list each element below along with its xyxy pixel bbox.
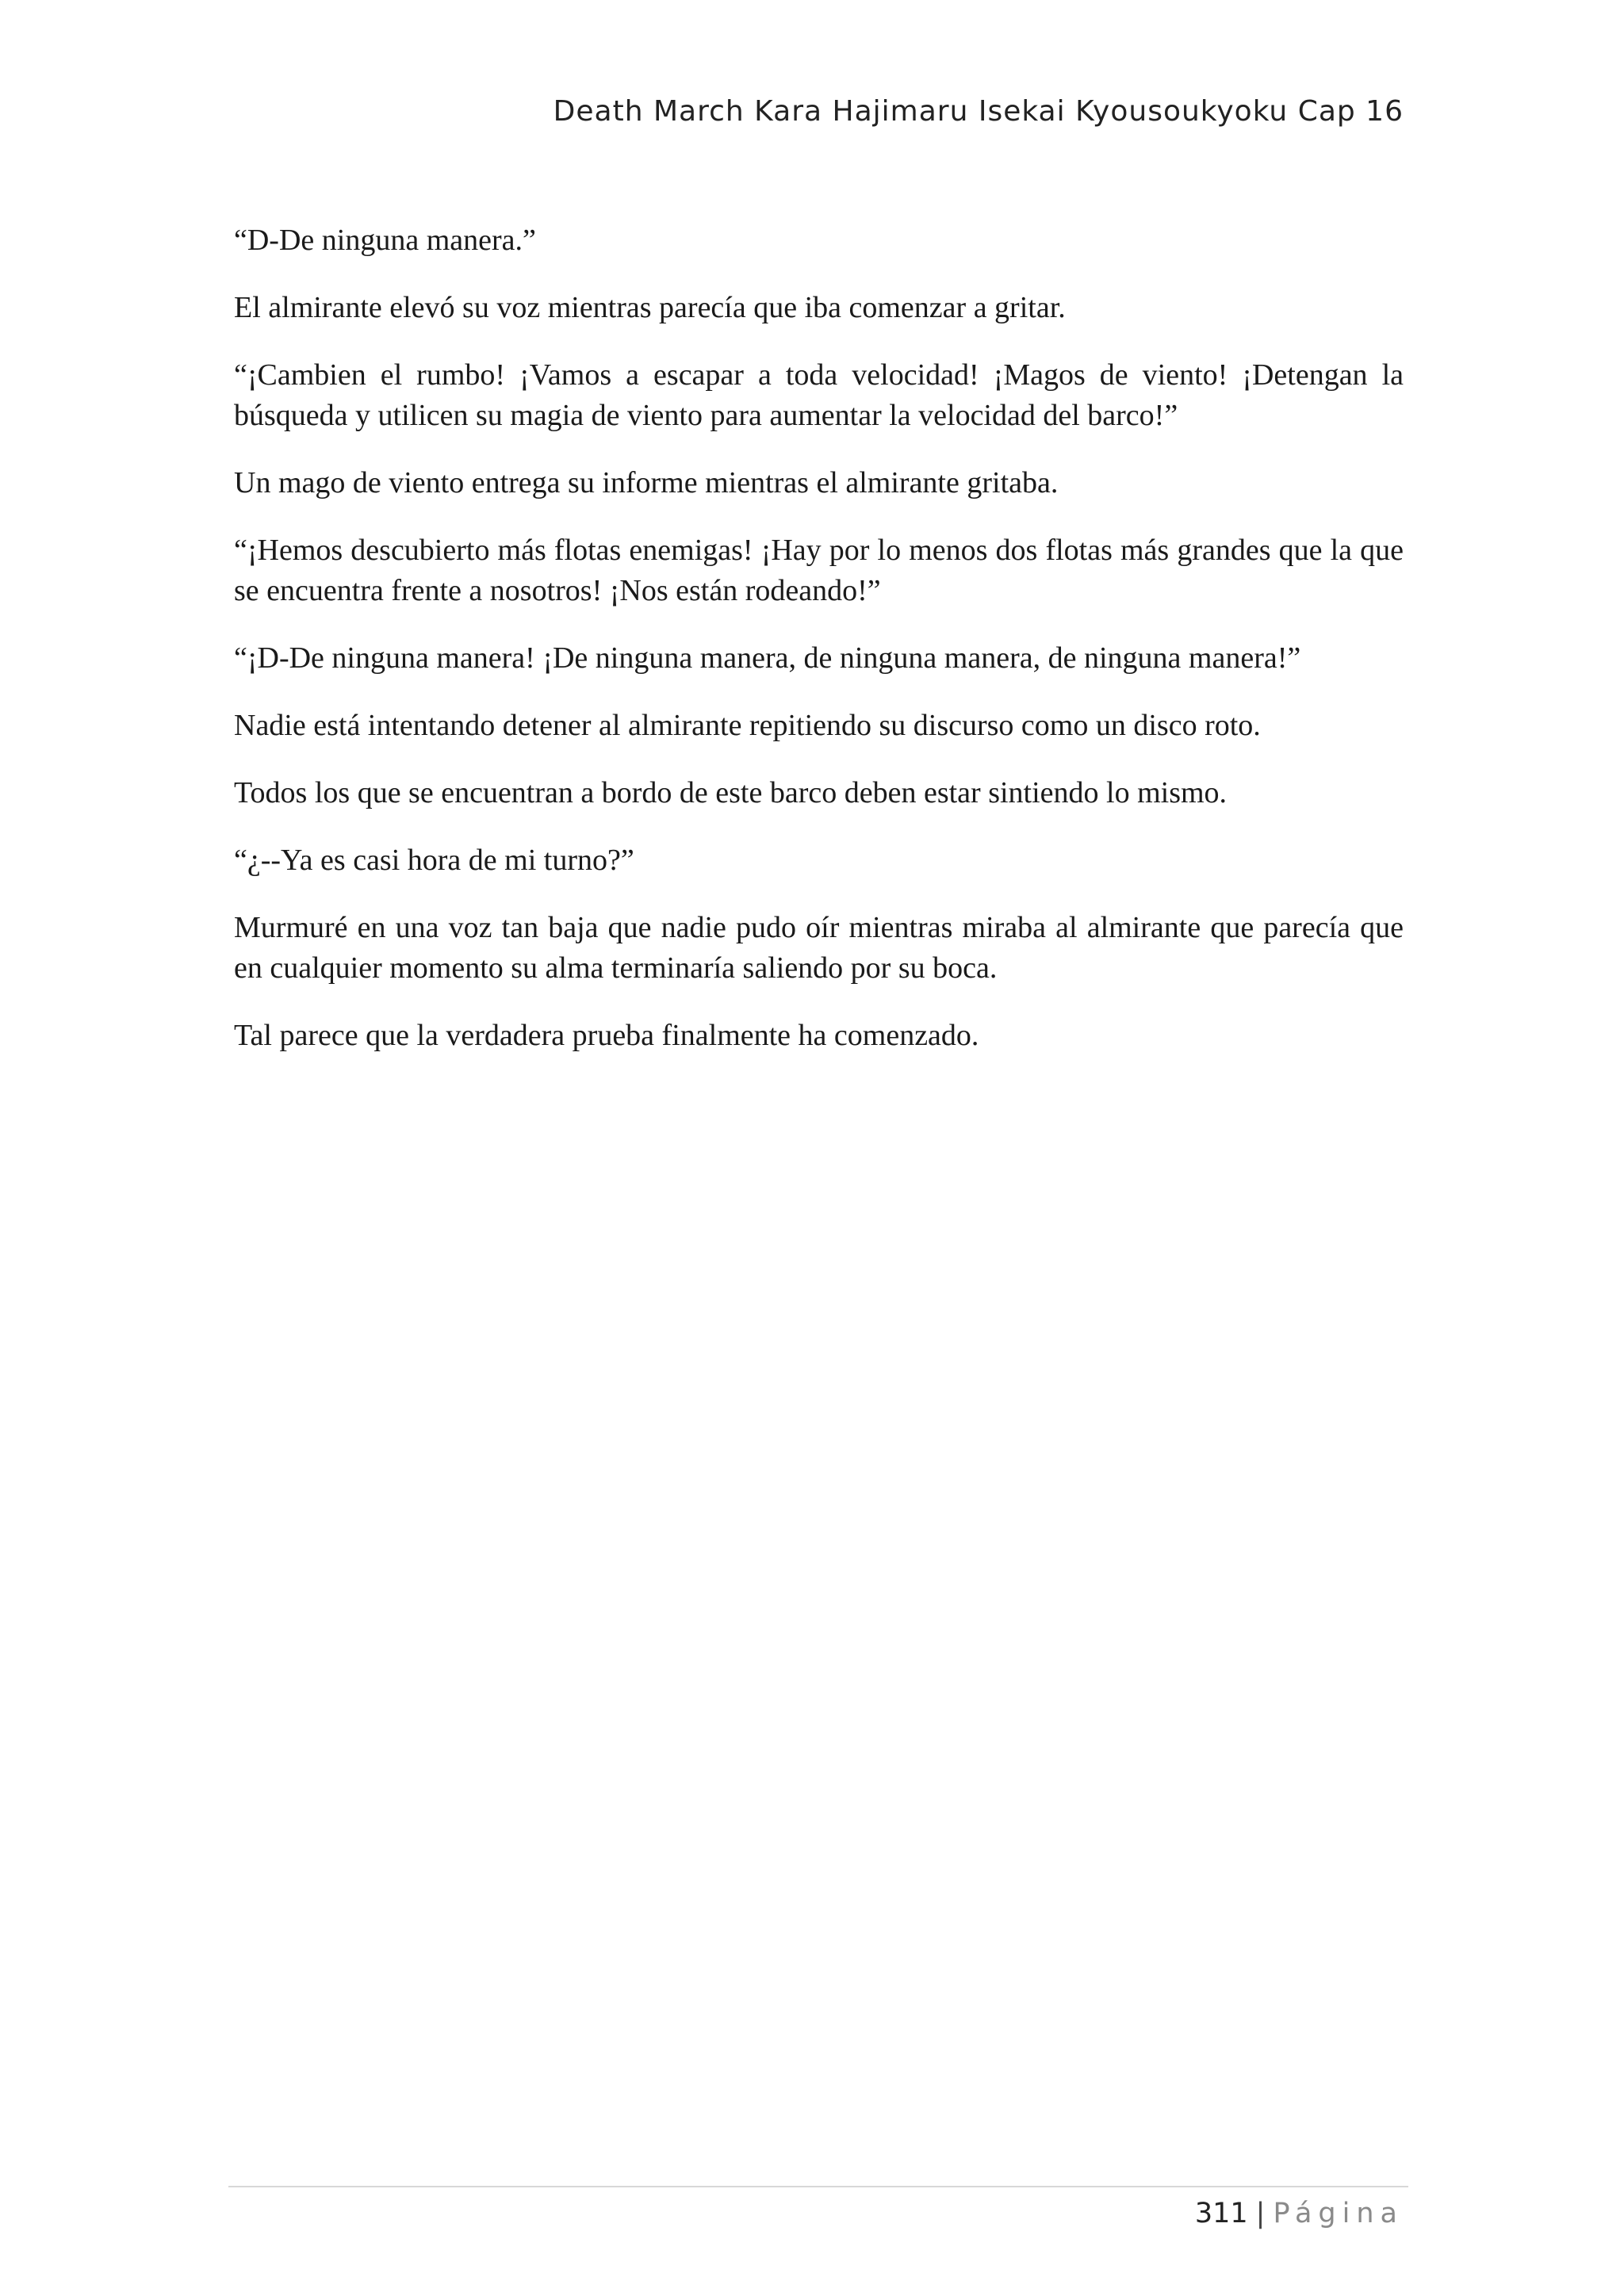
paragraph: Todos los que se encuentran a bordo de este barco deben estar sintiendo lo mismo. <box>234 776 1228 809</box>
paragraph: Un mago de viento entrega su informe mientras el almirante gritaba. <box>234 466 1059 499</box>
page-footer <box>1195 2188 1404 2239</box>
paragraph: “¡Cambien el rumbo! ¡Vamos a escapar a toda velocidad! ¡Magos de viento! ¡Detengan la búsqueda y utilicen su magia de viento para aumentar la velocidad del barco!” <box>234 358 1404 432</box>
paragraph: “¡Hemos descubierto más flotas enemigas! ¡Hay por lo menos dos flotas más grandes que la que se encuentra frente a nosotros! ¡Nos están rodeando!” <box>234 534 1404 607</box>
paragraph: “D-De ninguna manera.” <box>234 224 536 257</box>
paragraph: Tal parece que la verdadera prueba finalmente ha comenzado. <box>234 1019 979 1052</box>
page-label: Página <box>1273 2198 1404 2229</box>
footer-separator: | <box>1255 2198 1266 2229</box>
paragraph: Nadie está intentando detener al almirante repitiendo su discurso como un disco roto. <box>234 709 1261 742</box>
paragraph: El almirante elevó su voz mientras parecía que iba comenzar a gritar. <box>234 291 1066 324</box>
page-number: 311 <box>1194 2198 1248 2229</box>
chapter-body <box>234 220 1404 1083</box>
paragraph: “¡D-De ninguna manera! ¡De ninguna manera, de ninguna manera, de ninguna manera!” <box>234 641 1301 675</box>
footer-divider <box>228 2186 1408 2187</box>
paragraph: “¿--Ya es casi hora de mi turno?” <box>234 844 634 877</box>
running-header: Death March Kara Hajimaru Isekai Kyousoukyoku Cap 16 <box>553 95 1404 128</box>
paragraph: Murmuré en una voz tan baja que nadie pudo oír mientras miraba al almirante que parecía que en cualquier momento su alma terminaría saliendo por su boca. <box>234 911 1404 985</box>
